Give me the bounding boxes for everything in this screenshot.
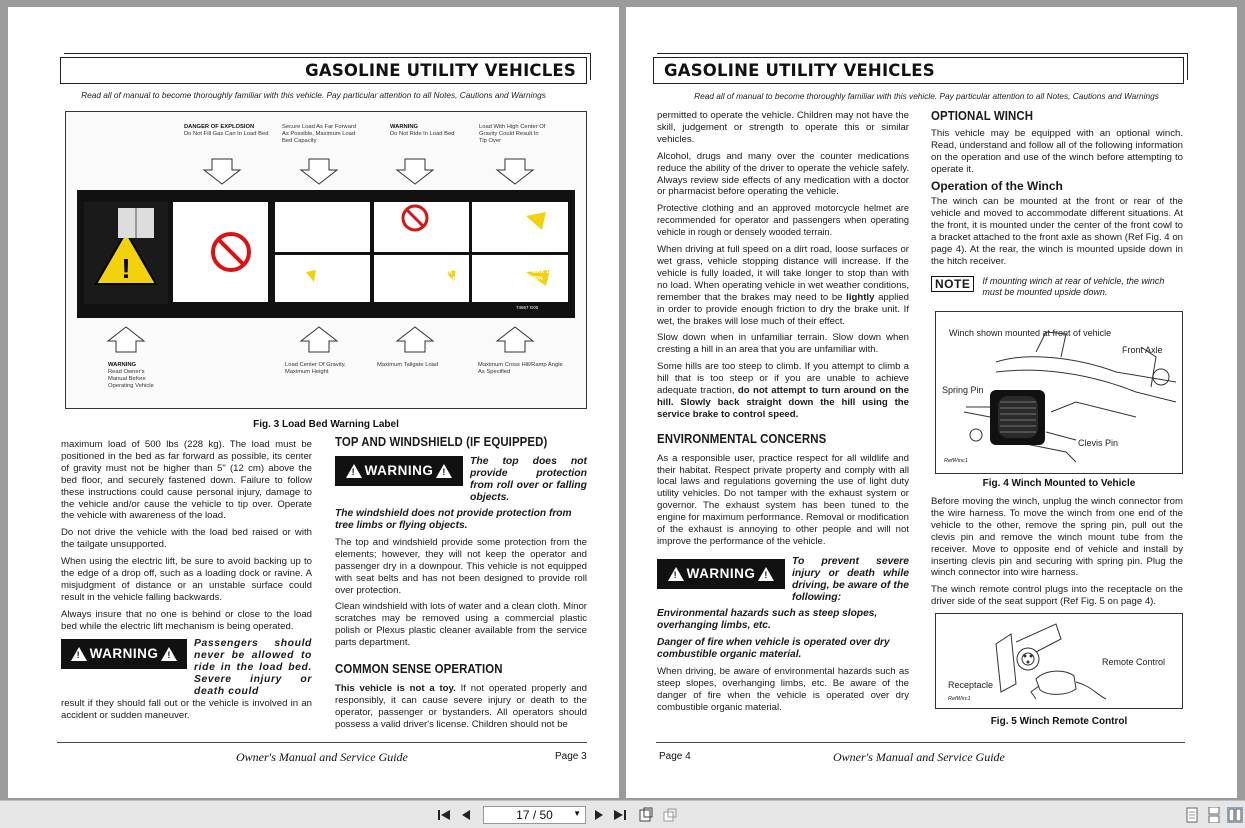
label-bottom-text-4: Maximum Cross Hill/Ramp Angle As Specified <box>478 362 563 375</box>
left-page-column-1 <box>61 439 312 721</box>
callout-remote-control: Remote Control <box>1102 657 1166 667</box>
label-bottom-text-1: WARNING Read Owner's Manual Before Operating Vehicle <box>108 362 154 389</box>
note-badge: NOTE <box>931 276 974 292</box>
paragraph: As a responsible user, practice respect for all wildlife and their habitat. Respect private property and comply with all local laws and regulations governing the use of light duty utility vehicles. Do not tamper with the exhaust system or governor. The exhaust system has been tuned to the engine for maximum performance. Removal or modification of the exhaust is annoying to other people and will not improve the performance of the vehicle. <box>657 452 909 547</box>
footer-title: Owner's Manual and Service Guide <box>236 750 408 764</box>
right-page-column-2-cont <box>931 496 1183 613</box>
warning-triangle-icon: ! <box>436 464 452 478</box>
warning-block <box>335 456 587 504</box>
page-3 <box>8 7 619 798</box>
winch-drawing <box>936 312 1184 475</box>
page-thumbnails-icon[interactable] <box>662 807 678 823</box>
warning-badge: ! WARNING ! <box>61 639 187 669</box>
page-indicator: 17 / 50 <box>516 808 553 822</box>
paragraph: Protective clothing and an approved motorcycle helmet are recommended for operator and passengers when operating vehicle in rough or densely wooded terrain. <box>657 203 909 238</box>
note-text: If mounting winch at rear of vehicle, the winch must be mounted upside down. <box>982 275 1165 297</box>
warning-triangle-icon: ! <box>161 647 177 661</box>
down-arrow-icon <box>397 159 433 184</box>
right-page-column-2 <box>931 110 1183 298</box>
callout-clevis-pin: Clevis Pin <box>1078 438 1119 448</box>
bold-italic-note: The windshield does not provide protection from tree limbs or flying objects. <box>335 507 572 531</box>
warning-badge: ! WARNING ! <box>657 559 785 589</box>
zoom-fit-icon[interactable] <box>638 807 654 823</box>
paragraph: The winch remote control plugs into the receptacle on the driver side of the seat support (Ref Fig. 5 on page 4). <box>931 584 1183 608</box>
paragraph: The winch can be mounted at the front or rear of the vehicle and moved to accommodate different situations. At the front, it is mounted under the center of the front cowl to a bracket attached to the front axle as shown (Ref Fig. 4 on page 4). At the rear, the winch is mounted upside down in the hitch receiver. <box>931 196 1183 267</box>
two-page-view-icon[interactable] <box>1227 807 1243 823</box>
footer-title: Owner's Manual and Service Guide <box>833 750 1005 764</box>
first-page-icon[interactable] <box>436 807 452 823</box>
label-top-text-2: Secure Load As Far Forward As Possible, Maximum Load Bed Capacity <box>282 124 357 144</box>
chevron-down-icon[interactable]: ▼ <box>573 809 581 818</box>
warning-block <box>657 556 909 604</box>
header-subtitle: Read all of manual to become thoroughly familiar with this vehicle. Pay particular attention to all Notes, Cautions and Warnings <box>694 91 1159 101</box>
paragraph: Before moving the winch, unplug the winch connector from the wire harness. To move the winch from one end of the vehicle to the other, remove the spring pin, pull out the clevis pin and remove the winch mount tube from the receiver. Move to opposite end of vehicle and install by inserting clevis pin and securing with spring pin. Plug the winch connector into wire harness. <box>931 496 1183 579</box>
paragraph: maximum load of 500 lbs (228 kg). The load must be positioned in the bed as far forward as possible, its center of gravity must not be higher than 5" (12 cm) above the bed floor, and securely fastened down. Failure to follow these instructions could cause personal injury, damage to the vehicle and/or cause the vehicle to tip over. Operate the vehicle with awareness of the load. <box>61 439 312 522</box>
page-header <box>653 57 1184 84</box>
subsection-heading: Operation of the Winch <box>931 178 1063 193</box>
section-heading: ENVIRONMENTAL CONCERNS <box>657 430 827 446</box>
page-header <box>60 57 587 84</box>
warning-text: Passengers should never be allowed to ride in the load bed. Severe injury or death could <box>194 637 312 697</box>
callout-caption: Winch shown mounted at front of vehicle <box>949 328 1112 338</box>
paragraph: The top and windshield provide some protection from the elements; however, they will not keep the operator and passenger dry in a downpour. This vehicle is not equipped with seat belts and has not been designed to provide roll over protection. <box>335 536 587 596</box>
paragraph: Do not drive the vehicle with the load bed raised or with the tailgate unsupported. <box>61 527 312 551</box>
previous-page-icon[interactable] <box>458 807 474 823</box>
next-page-icon[interactable] <box>591 807 607 823</box>
page-4 <box>626 7 1237 798</box>
section-heading: COMMON SENSE OPERATION <box>335 661 503 677</box>
footer-rule <box>57 742 587 743</box>
paragraph: This vehicle may be equipped with an optional winch. Read, understand and follow all of the following information on the operation and use of the winch before attempting to operate it. <box>931 127 1183 175</box>
svg-text:!: ! <box>121 253 131 284</box>
page-number-input[interactable] <box>483 806 586 824</box>
fig4-winch-image <box>935 311 1183 474</box>
down-arrow-icon <box>497 159 533 184</box>
down-arrow-icon <box>301 159 337 184</box>
paragraph: Some hills are too steep to climb. If you attempt to climb a hill that is too steep or if you are unable to achieve adequate traction, do not attempt to turn around on the hill. Slowly back straight down the hill using the service brake to control speed. <box>657 361 910 420</box>
viewer-toolbar <box>0 800 1245 828</box>
note-block <box>931 276 1183 298</box>
down-arrow-icon <box>204 159 240 184</box>
left-page-column-2 <box>335 436 587 736</box>
fig5-remote-image <box>935 613 1183 709</box>
paragraph: permitted to operate the vehicle. Children may not have the skill, judgement or strength to operate this or similar vehicles. <box>657 110 909 145</box>
paragraph: When driving at full speed on a dirt road, loose surfaces or wet grass, vehicle stopping distance will increase. If the vehicle is fully loaded, it will take longer to stop than with no load. When operating vehicle in wet weather conditions, remember that the brakes may need to be lightly applied in order to provide enough friction to dry the brake unit. If wet, the brakes will lose much of their effect. <box>657 244 910 327</box>
up-arrow-icon <box>497 327 533 352</box>
footer-page-number: Page 4 <box>659 751 691 762</box>
header-title: GASOLINE UTILITY VEHICLES <box>305 61 576 80</box>
callout-front-axle: Front Axle <box>1122 345 1163 355</box>
up-arrow-icon <box>397 327 433 352</box>
up-arrow-icon <box>108 327 144 352</box>
warning-text: The top does not provide protection from roll over or falling objects. <box>470 455 587 503</box>
continuous-view-icon[interactable] <box>1206 807 1222 823</box>
paragraph: Clean windshield with lots of water and a clean cloth. Minor scratches may be removed using a commercial plastic polish or Plexus plastic cleaner available from the service parts department. <box>335 601 587 649</box>
label-top-text-4: Load With High Center Of Gravity Could Result In Tip Over <box>479 124 546 144</box>
warning-triangle-icon: ! <box>758 567 774 581</box>
header-subtitle: Read all of manual to become thoroughly familiar with this vehicle. Pay particular attention to all Notes, Cautions and Warnings <box>81 90 546 100</box>
figure-ref: RefWirc1 <box>948 696 971 702</box>
fig5-caption: Fig. 5 Winch Remote Control <box>990 716 1128 727</box>
label-bottom-text-2: Load Center Of Gravity, Maximum Height <box>285 362 346 375</box>
header-title: GASOLINE UTILITY VEHICLES <box>664 61 935 80</box>
paragraph: Slow down when in unfamiliar terrain. Slow down when cresting a hill in an area that you are unfamiliar with. <box>657 332 909 356</box>
right-page-column-1 <box>657 110 909 719</box>
up-arrow-icon <box>301 327 337 352</box>
paragraph: This vehicle is not a toy. If not operated properly and responsibly, it can cause severe injury or death to the operator, passenger or bystanders. All operators should possess a valid driver's license. Children should not be <box>335 682 587 730</box>
fig3-caption: Fig. 3 Load Bed Warning Label <box>253 419 399 430</box>
load-bed-warning-label-image <box>65 111 587 409</box>
label-bottom-text-3: Maximum Tailgate Load <box>377 362 439 368</box>
fig4-caption: Fig. 4 Winch Mounted to Vehicle <box>982 478 1136 489</box>
paragraph: When driving, be aware of environmental hazards such as steep slopes, overhanging limbs, etc. Be aware of the danger of fire when the vehicle is operated over dry combustible organic material. <box>657 665 909 713</box>
warning-triangle-icon: ! <box>346 464 362 478</box>
last-page-icon[interactable] <box>612 807 628 823</box>
footer-rule <box>656 742 1185 743</box>
paragraph: When using the electric lift, be sure to avoid backing up to the edge of a drop off, such as a loading dock or ravine. A misjudgment of distance or an unstable surface could result in the vehicle falling backwards. <box>61 556 312 603</box>
figure-ref: RefWinc1 <box>944 458 968 464</box>
warning-triangle-icon: ! <box>668 567 684 581</box>
bold-italic-note: Danger of fire when vehicle is operated over dry combustible organic material. <box>657 636 890 660</box>
label-top-text-1: DANGER OF EXPLOSION Do Not Fill Gas Can In Load Bed <box>184 124 269 137</box>
paragraph: Always insure that no one is behind or close to the load bed while the electric lift mechanism is being operated. <box>61 608 312 632</box>
label-max-tailgate: MAX 100 lbs. 45 kg <box>439 270 467 283</box>
warning-text-cont: result if they should fall out or the vehicle is involved in an accident or sudden maneuver. <box>61 697 312 721</box>
callout-spring-pin: Spring Pin <box>942 385 984 395</box>
paragraph: Alcohol, drugs and many over the counter medications reduce the ability of the driver to operate the vehicle safely. Always review side effects of any medication with a doctor or pharmacist before operating the vehicle. <box>657 150 909 198</box>
warning-text: To prevent severe injury or death while driving, be aware of the following: <box>792 555 909 603</box>
label-part-number: 74657 G00 <box>516 305 539 310</box>
bold-italic-note: Environmental hazards such as steep slopes, overhanging limbs, etc. <box>657 607 878 631</box>
label-max-bed: MAX 800 lbs. 360 kg <box>344 215 370 235</box>
single-page-view-icon[interactable] <box>1184 807 1200 823</box>
label-top-text-3: WARNING Do Not Ride In Load Bed <box>390 124 455 137</box>
callout-receptacle: Receptacle <box>948 680 994 690</box>
footer-page-number: Page 3 <box>555 751 587 762</box>
warning-block <box>61 638 312 698</box>
label-max-angle: MAX 14° / 25% <box>532 269 558 282</box>
label-max-height: MAX 5 in. 12 cm <box>344 258 370 271</box>
warning-badge: ! WARNING ! <box>335 456 463 486</box>
remote-drawing <box>936 614 1184 710</box>
section-heading: OPTIONAL WINCH <box>931 108 1034 123</box>
section-heading: TOP AND WINDSHIELD (IF EQUIPPED) <box>335 434 548 449</box>
warning-triangle-icon: ! <box>71 647 87 661</box>
